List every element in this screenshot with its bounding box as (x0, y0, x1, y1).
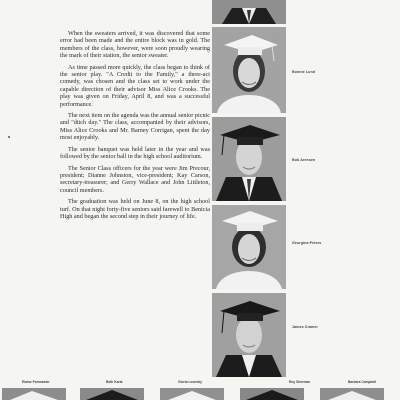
paragraph: The senior banquet was held later in the year and was followed by the senior ball in the high school auditorium. (60, 145, 210, 161)
bottom-portrait (80, 388, 144, 400)
article-text (60, 30, 210, 224)
portrait-name: Bob Arensen (292, 158, 316, 162)
bottom-portrait (320, 388, 384, 400)
bottom-name: Barbara Campbell (348, 380, 377, 384)
paragraph: As time passed more quickly, the class began to think of the senior play. "A Credit to the Family," a three-act comedy, was chosen and the class set to work under the capable direction of their advisor Miss Alice Crooks. The play was given on Friday, April 8, and was a successful performance. (60, 63, 210, 108)
portrait-photo (212, 117, 286, 201)
bottom-portrait (2, 388, 66, 400)
bottom-portrait (240, 388, 304, 400)
bottom-name: Elaine Ponmaster (22, 380, 50, 384)
portrait-name: Georgina Peters (292, 241, 322, 245)
margin-dot (8, 136, 10, 138)
portrait-photo (212, 27, 286, 113)
portrait-photo (212, 205, 286, 289)
portrait-name: Bonnie Lund (292, 70, 316, 74)
bottom-name: Roy Sherman (289, 380, 311, 384)
bottom-portrait (160, 388, 224, 400)
bottom-name-row (0, 380, 400, 386)
bottom-name: Beth Karla (106, 380, 123, 384)
paragraph: When the sweaters arrived, it was discovered that some error had been made and the entire block was in gold. The members of the class, however, were soon proudly wearing the mark of their station, the senior sweater. (60, 30, 210, 60)
paragraph: The Senior Class officers for the year were Jim Precour, president; Dianne Johnston, vice-president; Kay Carson, secretary-treasurer; and Gerry Wallace and John Littleton, council members. (60, 164, 210, 194)
portrait-photo (212, 0, 286, 24)
bottom-name: Gloria Lovenby (178, 380, 202, 384)
paragraph: The graduation was held on June 8, on the high school turf. On that night forty-five seniors said farewell to Benicia High and began the second step in their journey of life. (60, 198, 210, 220)
paragraph: The next item on the agenda was the annual senior picnic and "ditch day." The class, accompanied by their advisors, Miss Alice Crooks and Mr. Barney Corrigan, spent the day most enjoyably. (60, 112, 210, 142)
portrait-name: James Cramer (292, 325, 318, 329)
portrait-photo (212, 293, 286, 377)
